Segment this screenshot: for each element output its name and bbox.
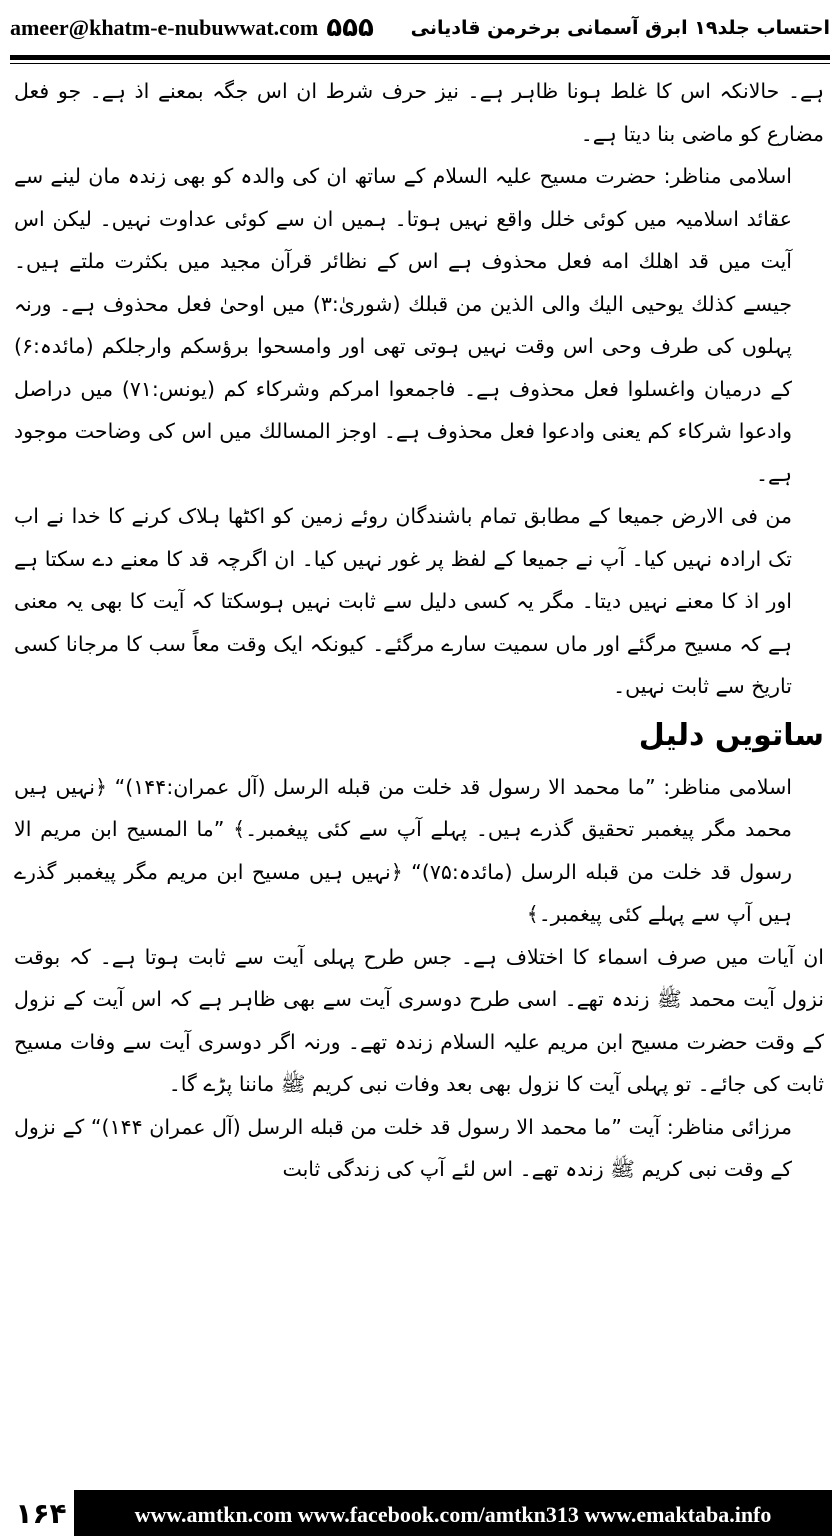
- paragraph: ہے۔ حالانکہ اس کا غلط ہونا ظاہر ہے۔ نیز حرف شرط ان اس جگہ بمعنے اذ ہے۔ جو فعل مضارع کو ماضی بنا دیتا ہے۔: [14, 79, 824, 146]
- header-email: ameer@khatm-e-nubuwwat.com: [10, 15, 319, 40]
- header-title: احتساب جلد۱۹ ابرق آسمانی برخرمن قادیانی: [410, 17, 830, 39]
- header-rule-thin: [10, 63, 830, 64]
- header-left: [10, 13, 374, 43]
- paragraph: مرزائی مناظر: آیت ”ما محمد الا رسول قد خلت من قبله الرسل (آل عمران ۱۴۴)“ کے نزول کے وقت نبی کریم ﷺ زندہ تھے۔ اس لئے آپ کی زندگی ثابت: [14, 1114, 793, 1181]
- paragraph: ان آیات میں صرف اسماء کا اختلاف ہے۔ جس طرح پہلی آیت سے ثابت ہوتا ہے۔ کہ بوقت نزول آیت محمد ﷺ زندہ تھے۔ اسی طرح دوسری آیت سے بھی ظاہر ہے کہ اس آیت کے نزول کے وقت حضرت مسیح ابن مریم علیہ السلام زندہ تھے۔ ورنہ اگر دوسری آیت سے وفات مسیح ثابت کی جائے۔ تو پہلی آیت کا نزول بھی بعد وفات نبی کریم ﷺ ماننا پڑے گا۔: [14, 944, 824, 1096]
- footer-page-number: ۱۶۴: [15, 1496, 67, 1530]
- header-page-number: ۵۵۵: [326, 13, 374, 43]
- paragraph: من فی الارض جمیعا کے مطابق تمام باشندگان روئے زمین کو اکٹھا ہلاک کرنے کا خدا نے اب تک ارادہ نہیں کیا۔ آپ نے جمیعا کے لفظ پر غور نہیں کیا۔ ان اگرچہ قد کا معنے دے سکتا ہے اور اذ کا معنے نہیں دیتا۔ مگر یہ کسی دلیل سے ثابت نہیں ہوسکتا کہ آیت کا بھی یہ معنی ہے کہ مسیح مرگئے اور ماں سمیت سارے مرگئے۔ کیونکہ ایک وقت معاً سب کا مرجانا کسی تاریخ سے ثابت نہیں۔: [14, 504, 792, 698]
- header-rule-thick: [10, 55, 830, 60]
- paragraph: اسلامی مناظر: ”ما محمد الا رسول قد خلت من قبله الرسل (آل عمران:۱۴۴)“ ﴿نہیں ہیں محمد مگر پیغمبر تحقیق گذرے ہیں۔ پہلے آپ سے کئی پیغمبر۔﴾ ”ما المسیح ابن مریم الا رسول قد خلت من قبله الرسل (مائدہ:۷۵)“ ﴿نہیں ہیں مسیح ابن مریم مگر پیغمبر گذرے ہیں آپ سے پہلے کئی پیغمبر۔﴾: [14, 774, 793, 926]
- page-header: [10, 8, 830, 48]
- footer-links: www.amtkn.com www.facebook.com/amtkn313 www.emaktaba.info: [74, 1490, 832, 1536]
- paragraph: اسلامی مناظر: حضرت مسیح علیہ السلام کے ساتھ ان کی والدہ کو بھی زندہ مان لینے سے عقائد اسلامیہ میں کوئی خلل واقع نہیں ہوتا۔ ہمیں ان سے کوئی عداوت نہیں۔ لیکن اس آیت میں قد اھلك امه فعل محذوف ہے اس کے نظائر قرآن مجید میں بکثرت ملتے ہیں۔ جیسے کذلك یوحیی الیك والی الذین من قبلك (شوریٰ:۳) میں اوحیٰ فعل محذوف ہے۔ ورنہ پہلوں کی طرف وحی اس وقت نہیں ہوتی تھی اور وامسحوا برؤسکم وارجلکم (مائدہ:۶) کے درمیان واغسلوا فعل محذوف ہے۔ فاجمعوا امرکم وشرکاء کم (یونس:۷۱) میں دراصل وادعوا شرکاء کم یعنی وادعوا فعل محذوف ہے۔ اوجز المسالك میں اس کی وضاحت موجود ہے۔: [14, 164, 793, 486]
- section-heading: ساتویں دلیل: [638, 717, 824, 753]
- page-footer: [8, 1490, 832, 1536]
- page-body: [14, 70, 824, 1191]
